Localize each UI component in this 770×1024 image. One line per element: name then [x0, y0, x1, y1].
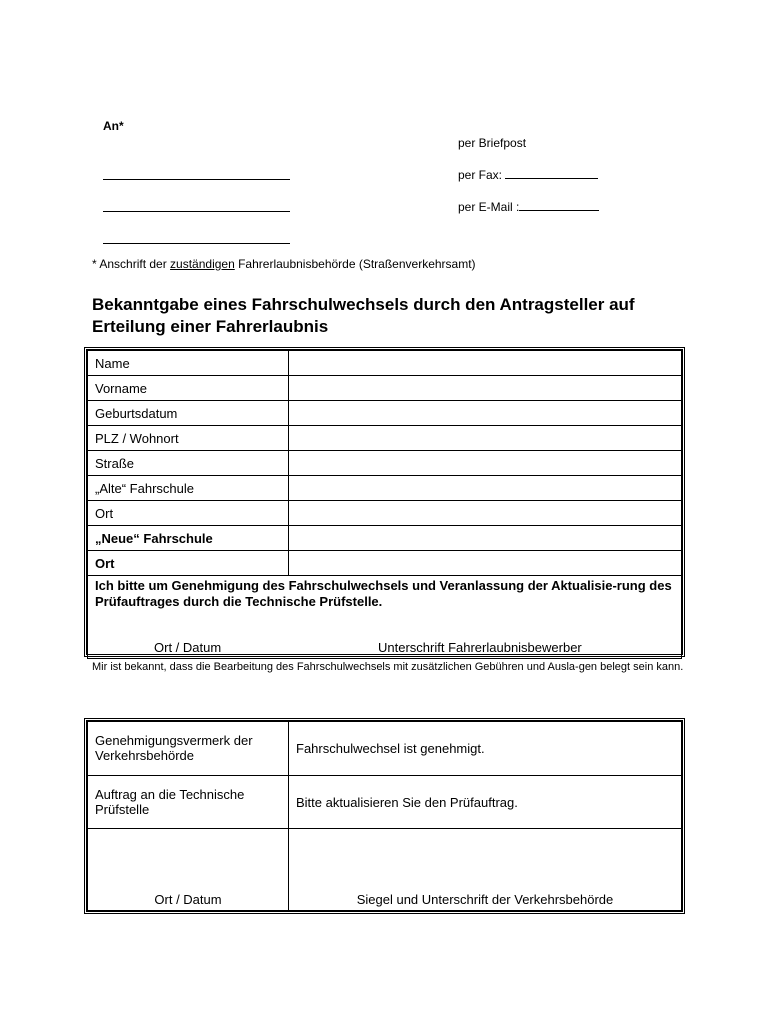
recipient-label: An*	[103, 119, 124, 133]
order-value: Bitte aktualisieren Sie den Prüfauftrag.	[289, 775, 682, 829]
request-row	[88, 576, 682, 659]
row-label: Ort	[88, 501, 289, 526]
address-line-2[interactable]	[103, 211, 290, 212]
row-label: „Alte“ Fahrschule	[88, 476, 289, 501]
alte-ort-field[interactable]	[289, 501, 682, 526]
address-line-1[interactable]	[103, 179, 290, 180]
applicant-table	[87, 350, 682, 659]
plz-wohnort-field[interactable]	[289, 426, 682, 451]
row-label: Name	[88, 351, 289, 376]
row-label: PLZ / Wohnort	[88, 426, 289, 451]
strasse-field[interactable]	[289, 451, 682, 476]
footnote-prefix: * Anschrift der	[92, 257, 171, 271]
option-briefpost: per Briefpost	[458, 136, 527, 150]
ort-datum-label: Ort / Datum	[154, 640, 222, 655]
request-cell[interactable]	[88, 576, 682, 659]
address-line-3[interactable]	[103, 243, 290, 244]
email-label: per E-Mail :	[458, 200, 520, 214]
table-row	[88, 451, 682, 476]
applicant-form-table	[84, 347, 685, 657]
alte-fahrschule-field[interactable]	[289, 476, 682, 501]
row-label: Vorname	[88, 376, 289, 401]
table-row	[88, 501, 682, 526]
row-label: Geburtsdatum	[88, 401, 289, 426]
row-label: Straße	[88, 451, 289, 476]
table-row	[88, 351, 682, 376]
option-email	[458, 199, 599, 214]
table-row	[88, 426, 682, 451]
neue-ort-field[interactable]	[289, 551, 682, 576]
fax-label: per Fax:	[458, 168, 503, 182]
fee-notice: Mir ist bekannt, dass die Bearbeitung des Fahrschulwechsels mit zusätzlichen Gebühren und Ausla-gen belegt sein kann.	[92, 661, 684, 673]
approval-value: Fahrschulwechsel ist genehmigt.	[289, 722, 682, 776]
option-fax	[458, 167, 598, 182]
row-label: „Neue“ Fahrschule	[88, 526, 289, 551]
request-text: Ich bitte um Genehmigung des Fahrschulwechsels und Veranlassung der Aktualisie-rung des Prüfauftrages durch die Technische Prüfstelle.	[95, 578, 672, 609]
footnote-suffix: Fahrerlaubnisbehörde (Straßenverkehrsamt)	[234, 257, 476, 271]
authority-seal-cell[interactable]	[289, 829, 682, 911]
authority-table	[84, 718, 685, 914]
page-title: Bekanntgabe eines Fahrschulwechsels durch den Antragsteller auf Erteilung einer Fahrerlaubnis	[92, 295, 635, 336]
footnote-underlined: zuständigen	[170, 257, 235, 271]
table-row	[88, 722, 682, 776]
signature-label: Unterschrift Fahrerlaubnisbewerber	[378, 640, 582, 655]
vorname-field[interactable]	[289, 376, 682, 401]
authority-seal-label: Siegel und Unterschrift der Verkehrsbehörde	[356, 892, 614, 907]
order-label: Auftrag an die Technische Prüfstelle	[88, 775, 289, 829]
authority-ort-datum-cell[interactable]	[88, 829, 289, 911]
table-row	[88, 401, 682, 426]
approval-label: Genehmigungsvermerk der Verkehrsbehörde	[88, 722, 289, 776]
geburtsdatum-field[interactable]	[289, 401, 682, 426]
email-field[interactable]	[519, 199, 599, 211]
table-row	[88, 476, 682, 501]
name-field[interactable]	[289, 351, 682, 376]
footnote	[92, 257, 476, 271]
row-label: Ort	[88, 551, 289, 576]
table-row	[88, 526, 682, 551]
authority-ort-datum-label: Ort / Datum	[154, 892, 222, 907]
table-row	[88, 551, 682, 576]
table-row	[88, 376, 682, 401]
neue-fahrschule-field[interactable]	[289, 526, 682, 551]
table-row	[88, 829, 682, 911]
table-row	[88, 775, 682, 829]
authority-inner-table	[87, 721, 682, 911]
fax-field[interactable]	[505, 167, 598, 179]
